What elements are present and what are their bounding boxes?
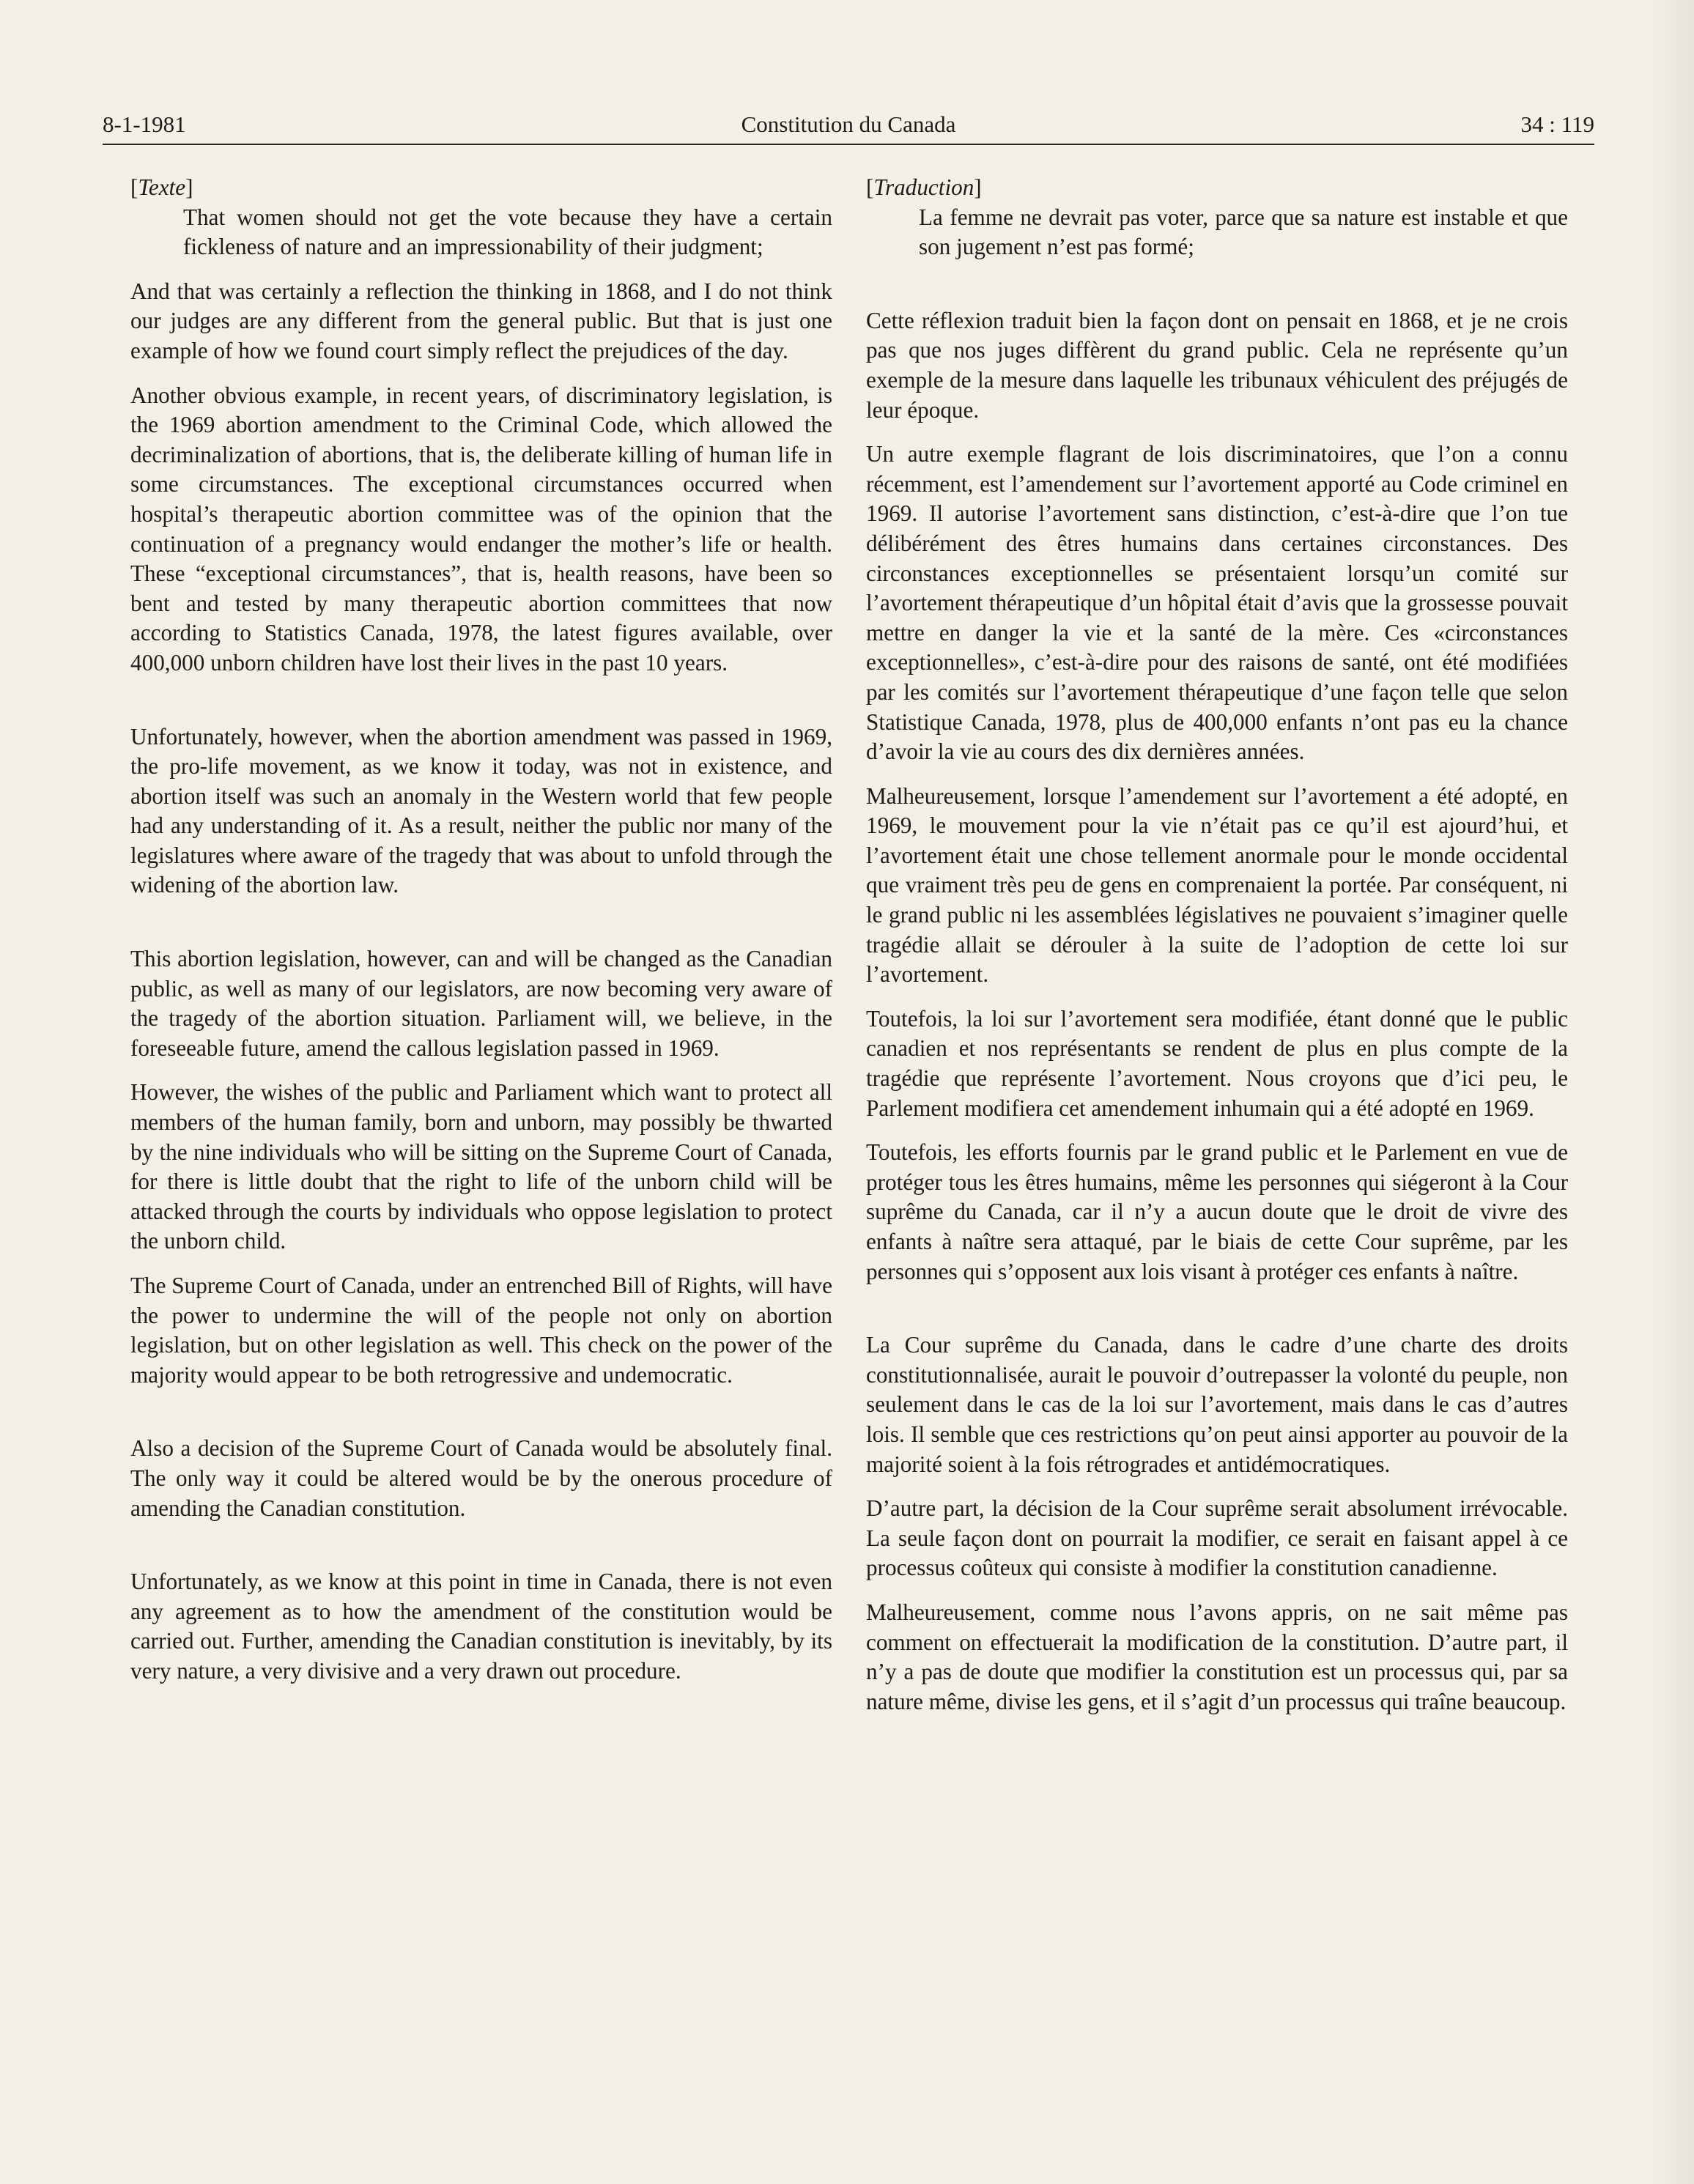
english-paragraph-1: And that was certainly a reflection the thinking in 1868, and I do not think our judges are any different from the general public. But that is just one example of how we found court simply reflect the prejudices of the day. (130, 278, 832, 363)
header-date: 8-1-1981 (103, 111, 186, 137)
english-column (130, 173, 832, 1687)
english-paragraph-6: The Supreme Court of Canada, under an entrenched Bill of Rights, will have the power to undermine the will of the people not only on abortion legislation, but on other legislation as well. This check on the power of the majority would appear to be both retrogressive and undemocratic. (130, 1273, 832, 1388)
page-edge-shadow (1650, 0, 1694, 2184)
header-title: Constitution du Canada (741, 111, 956, 137)
english-paragraph-8: Unfortunately, as we know at this point in time in Canada, there is not even any agreement as to how the amendment of the constitution would be carried out. Further, amending the Canadian constitution is inevitably, by its very nature, a very divisive and a very drawn out procedure. (130, 1569, 832, 1684)
english-column-label: [Texte] (130, 174, 193, 200)
english-paragraph-5: However, the wishes of the public and Parliament which want to protect all members of the human family, born and unborn, may possibly be thwarted by the nine individuals who will be sitting on the Supreme Court of Canada, for there is little doubt that the right to life of the unborn child will be attacked through the courts by individuals who oppose legislation to protect the unborn child. (130, 1079, 832, 1254)
french-quote: La femme ne devrait pas voter, parce que sa nature est instable et que son jugement n’est pas formé; (919, 204, 1568, 260)
header-rule (103, 144, 1594, 145)
english-paragraph-4: This abortion legislation, however, can and will be changed as the Canadian public, as well as many of our legislators, are now becoming very aware of the tragedy of the abortion situation. Parliament will, we believe, in the foreseeable future, amend the callous legislation passed in 1969. (130, 946, 832, 1061)
french-column (866, 173, 1568, 1717)
english-paragraph-2: Another obvious example, in recent years, of discriminatory legislation, is the 1969 abortion amendment to the Criminal Code, which allowed the decriminalization of abortions, that is, the deliberate killing of human life in some circumstances. The exceptional circumstances occurred when hospital’s therapeutic abortion committee was of the opinion that the continuation of a pregnancy would endanger the mother’s life or health. These “exceptional circumstances”, that is, health reasons, have been so bent and tested by many therapeutic abortion committees that now according to Statistics Canada, 1978, the latest figures available, over 400,000 unborn children have lost their lives in the past 10 years. (130, 382, 832, 675)
french-paragraph-8: Malheureusement, comme nous l’avons appris, on ne sait même pas comment on effectuerait la modification de la constitution. D’autre part, il n’y a pas de doute que modifier la constitution est un processus qui, par sa nature même, divise les gens, et il s’agit d’un processus qui traîne beaucoup. (866, 1599, 1568, 1714)
french-paragraph-3: Malheureusement, lorsque l’amendement sur l’avortement a été adopté, en 1969, le mouvement pour la vie n’était pas ce qu’il est ajourd’hui, et l’avortement était une chose tellement anormale pour le monde occidental que vraiment très peu de gens en comprenaient la portée. Par conséquent, ni le grand public ni les assemblées législatives ne pouvaient s’imaginer quelle tragédie allait se dérouler à la suite de l’adoption de cette loi sur l’avortement. (866, 782, 1568, 988)
french-paragraph-1: Cette réflexion traduit bien la façon dont on pensait en 1868, et je ne crois pas que nos juges diffèrent du grand public. Cela ne représente qu’un exemple de la mesure dans laquelle les tribunaux véhiculent des préjugés de leur époque. (866, 307, 1568, 423)
french-paragraph-5: Toutefois, les efforts fournis par le grand public et le Parlement en vue de protéger tous les êtres humains, même les personnes qui siégeront à la Cour suprême du Canada, car il n’y a aucun doute que le droit de vivre des enfants à naître sera attaqué, par le biais de cette Cour suprême, par les personnes qui s’opposent aux lois visant à protéger ces enfants à naître. (866, 1139, 1568, 1284)
french-paragraph-6: La Cour suprême du Canada, dans le cadre d’une charte des droits constitutionnalisée, aurait le pouvoir d’outrepasser la volonté du peuple, non seulement dans le cas de la loi sur l’avortement, mais dans le cas d’autres lois. Il semble que ces restrictions qu’on peut ainsi apporter au pouvoir de la majorité soient à la fois rétrogrades et antidémocratiques. (866, 1332, 1568, 1477)
english-quote: That women should not get the vote because they have a certain fickleness of nature and an impressionability of their judgment; (183, 204, 832, 260)
header-page-number: 34 : 119 (1520, 111, 1594, 137)
french-paragraph-2: Un autre exemple flagrant de lois discriminatoires, que l’on a connu récemment, est l’amendement sur l’avortement apporté au Code criminel en 1969. Il autorise l’avortement sans distinction, c’est-à-dire que l’on tue délibérément des êtres humains dans certaines circonstances. Des circonstances exceptionnelles se présentaient lorsqu’un comité sur l’avortement thérapeutique d’un hôpital était d’avis que la grossesse pouvait mettre en danger la vie et la santé de la mère. Ces «circonstances exceptionnelles», c’est-à-dire pour des raisons de santé, ont été modifiées par les comités sur l’avortement thérapeutique d’une façon telle que selon Statistique Canada, 1978, plus de 400,000 enfants n’ont pas eu la chance d’avoir la vie au cours des dix dernières années. (866, 441, 1568, 765)
english-paragraph-7: Also a decision of the Supreme Court of Canada would be absolutely final. The only way it could be altered would be by the onerous procedure of amending the Canadian constitution. (130, 1435, 832, 1521)
french-paragraph-4: Toutefois, la loi sur l’avortement sera modifiée, étant donné que le public canadien et nos représentants se rendent de plus en plus compte de la tragédie que représente l’avortement. Nous croyons que d’ici peu, le Parlement modifiera cet amendement inhumain qui a été adopté en 1969. (866, 1005, 1568, 1121)
french-paragraph-7: D’autre part, la décision de la Cour suprême serait absolument irrévocable. La seule façon dont on pourrait la modifier, ce serait en faisant appel à ce processus coûteux qui consiste à modifier la constitution canadienne. (866, 1495, 1568, 1581)
english-paragraph-3: Unfortunately, however, when the abortion amendment was passed in 1969, the pro-life movement, as we know it today, was not in existence, and abortion itself was such an anomaly in the Western world that few people had any understanding of it. As a result, neither the public nor many of the legislatures where aware of the tragedy that was about to unfold through the widening of the abortion law. (130, 723, 832, 898)
page-header (103, 106, 1594, 143)
french-column-label: [Traduction] (866, 174, 982, 200)
